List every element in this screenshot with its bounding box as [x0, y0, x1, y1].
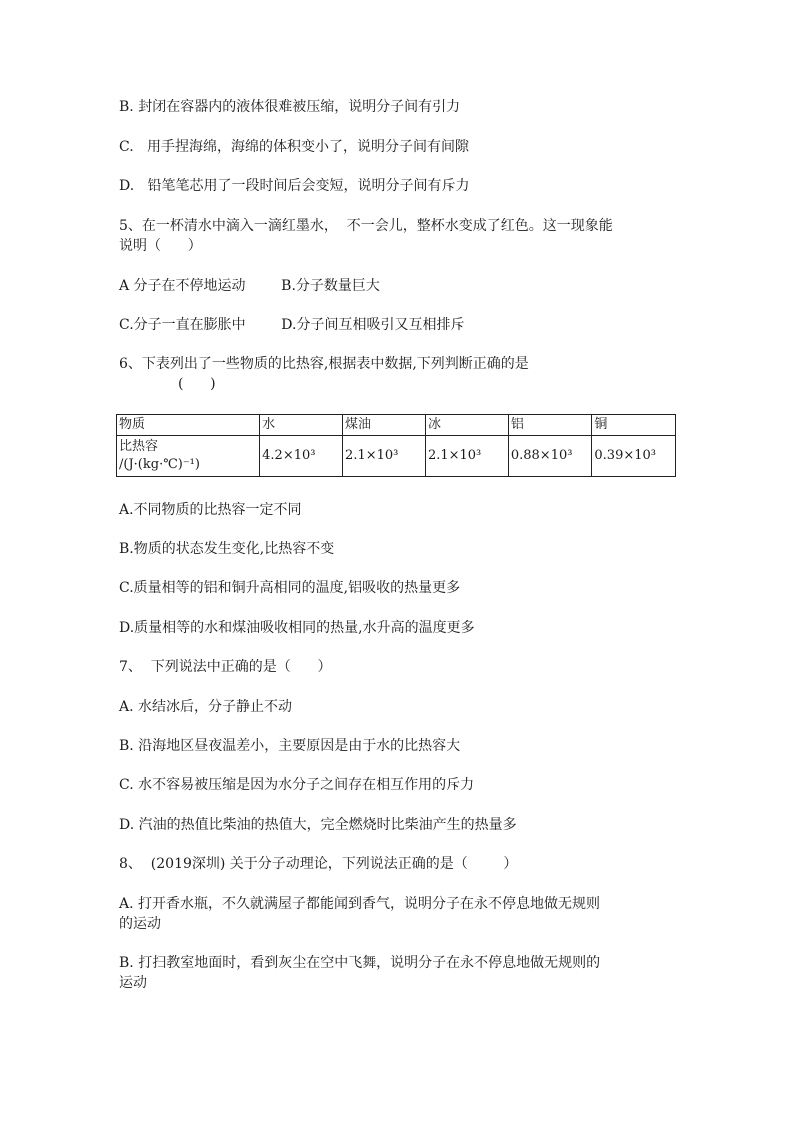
question-5-options-cd: C.分子一直在膨胀中 D.分子间互相吸引又互相排斥: [119, 317, 465, 333]
option-c-prev: C. 用手捏海绵，海绵的体积变小了，说明分子间有间隙: [119, 139, 470, 155]
table-cell: 0.88×10³: [508, 436, 592, 477]
question-7-option-c: C. 水不容易被压缩是因为水分子之间存在相互作用的斥力: [119, 777, 475, 793]
question-6-stem-line2: ( ): [178, 376, 216, 392]
question-5-stem-line1: 5、在一杯清水中滴入一滴红墨水， 不一会儿，整杯水变成了红色。这一现象能: [119, 218, 613, 234]
row-label-line2: /(J·(kg·℃)⁻¹): [119, 457, 200, 472]
table-header-cell: 煤油: [343, 415, 426, 436]
question-6-option-d: D.质量相等的水和煤油吸收相同的热量,水升高的温度更多: [119, 620, 475, 636]
table-header-cell: 物质: [117, 415, 260, 436]
question-6-option-b: B.物质的状态发生变化,比热容不变: [119, 541, 335, 557]
question-7-option-d: D. 汽油的热值比柴油的热值大，完全燃烧时比柴油产生的热量多: [119, 817, 517, 833]
question-7-option-b: B. 沿海地区昼夜温差小，主要原因是由于水的比热容大: [119, 738, 461, 754]
question-7-stem: 7、 下列说法中正确的是（ ）: [119, 659, 332, 675]
question-8-option-b-line2: 运动: [119, 975, 147, 991]
question-6-stem-line1: 6、下表列出了一些物质的比热容,根据表中数据,下列判断正确的是: [119, 356, 529, 372]
question-6-option-c: C.质量相等的铝和铜升高相同的温度,铝吸收的热量更多: [119, 580, 461, 596]
table-cell: 2.1×10³: [425, 436, 508, 477]
question-6-option-a: A.不同物质的比热容一定不同: [119, 502, 302, 518]
question-5-options-ab: A 分子在不停地运动 B.分子数量巨大: [119, 278, 380, 294]
question-8-option-b-line1: B. 打扫教室地面时，看到灰尘在空中飞舞，说明分子在永不停息地做无规则的: [119, 955, 601, 971]
question-8-stem: 8、 (2019深圳) 关于分子动理论，下列说法正确的是（ ）: [119, 856, 518, 872]
question-5-stem-line2: 说明（ ）: [119, 238, 202, 254]
table-header-cell: 铜: [592, 415, 676, 436]
table-row-label: [117, 436, 260, 477]
row-label-line1: 比热容: [119, 439, 159, 454]
table-cell: 0.39×10³: [592, 436, 676, 477]
option-b-prev: B. 封闭在容器内的液体很难被压缩，说明分子间有引力: [119, 99, 461, 115]
table-row: [117, 436, 676, 477]
option-d-prev: D. 铅笔笔芯用了一段时间后会变短，说明分子间有斥力: [119, 178, 470, 194]
question-8-option-a-line2: 的运动: [119, 916, 161, 932]
table-cell: 4.2×10³: [260, 436, 343, 477]
table-cell: 2.1×10³: [343, 436, 426, 477]
specific-heat-table: [116, 414, 676, 477]
table-header-cell: 水: [260, 415, 343, 436]
table-header-cell: 铝: [508, 415, 592, 436]
question-7-option-a: A. 水结冰后，分子静止不动: [119, 699, 293, 715]
question-8-option-a-line1: A. 打开香水瓶，不久就满屋子都能闻到香气，说明分子在永不停息地做无规则: [119, 896, 601, 912]
table-header-row: [117, 415, 676, 436]
table-header-cell: 冰: [425, 415, 508, 436]
